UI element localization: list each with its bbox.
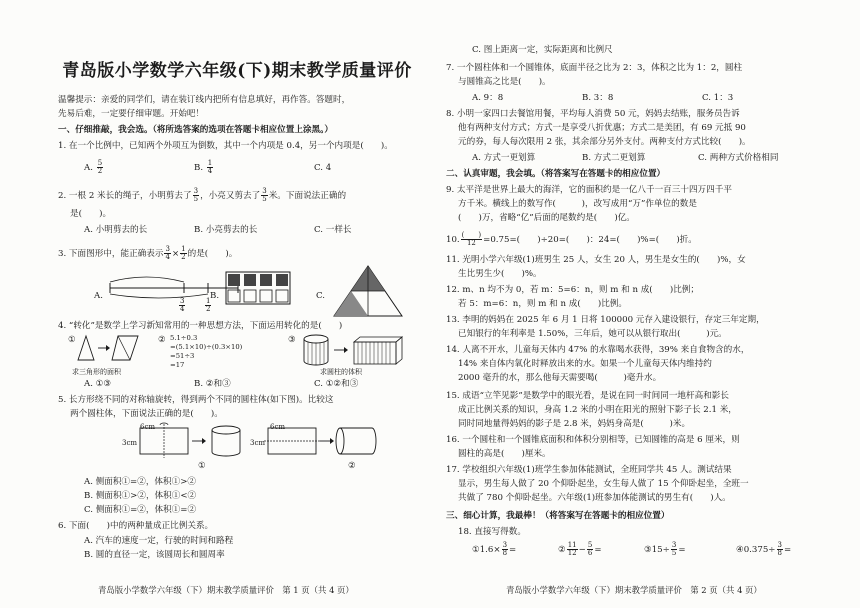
q2-num-2: 3 (262, 187, 267, 195)
q12-text-2: 若 5：m=6：n，则 m 和 n 成( )比例。 (458, 299, 627, 309)
q1-option-a (84, 160, 104, 175)
page-2-footer: 青岛版小学数学六年级（下）期末教学质量评价 第 2 页（共 4 页） (506, 585, 762, 595)
q2-den-2: 5 (262, 195, 267, 203)
q4-text: 4. “转化”是数学上学习新知常用的一种思想方法，下面运用转化的是( ) (58, 321, 343, 331)
q18-e3-den: 5 (671, 549, 677, 557)
q18-e2-b: = (594, 545, 602, 555)
page-2-content (446, 0, 830, 608)
q3-tick-3-4 (179, 298, 185, 313)
q2-option-a: A. 小明剪去的长 (84, 225, 148, 235)
q1-b-fraction (207, 160, 213, 175)
q8-text-2: 他有两种支付方式；方式一是享受八折优惠；方式二是美团，有 69 元抵 90 (458, 123, 746, 133)
q4-triangle-to-parallelogram-icon (76, 334, 140, 364)
q4-caption-3: 求圆柱的体积 (320, 368, 362, 376)
q15-text-3: 同时同地量得妈妈的影子是 2.8 米，妈妈身高是( )米。 (458, 419, 691, 429)
q4-option-b: B. ②和③ (194, 379, 231, 389)
q7-option-a: A. 9：8 (472, 93, 504, 103)
q9-text-2: 方千米。横线上的数写作( )，改写成用“万”作单位的数是 (458, 199, 697, 209)
q16-text-2: 圆柱的高是( )厘米。 (458, 449, 551, 459)
q14-text-2: 14% 来自体内氧化时释放出来的水。如果一个儿童每天体内维持约 (458, 359, 712, 369)
q4-circle-3: ③ (288, 335, 296, 345)
q4-option-a: A. ①③ (84, 379, 112, 389)
q18-e2-den-1: 12 (567, 549, 577, 557)
q2-den-1: 5 (193, 195, 199, 203)
q1-option-b (194, 160, 214, 175)
q3-text (58, 246, 237, 261)
q18-e1-fraction (502, 542, 508, 557)
q5-option-c: C. 侧面积①=②，体积①=② (84, 505, 197, 515)
q3-tick-den-2: 2 (206, 305, 211, 313)
q2-text-c: 米。下面说法正确的 (268, 191, 347, 201)
q1-a-fraction (97, 160, 103, 175)
q1-option-c: C. 4 (314, 163, 332, 173)
q17-text-3: 共做了 780 个仰卧起坐。六年级(1)班参加体能测试的男生有( )人。 (458, 493, 731, 503)
q10-num: ( ) (461, 231, 482, 239)
tip-line-1: 温馨提示：亲爱的同学们，请在装订线内把所有信息填好，再作答。答题时， (58, 95, 351, 105)
q5-text-2: 两个圆柱体，下面说法正确的是( )。 (70, 409, 223, 419)
q4-calc-2: =(5.1×10)÷(0.3×10) (170, 343, 243, 351)
q10-text-b: =0.75=( )÷20=( )：24=( )%=( )折。 (483, 235, 697, 245)
q18-e4-num: 3 (777, 541, 782, 549)
q4-option-c: C. ①②和③ (314, 379, 359, 389)
q2-option-c: C. 一样长 (314, 225, 352, 235)
page-1-content (58, 0, 416, 608)
q3-num-1: 3 (165, 245, 170, 253)
q3-times: × (171, 249, 180, 259)
q7-option-b: B. 3：8 (582, 93, 614, 103)
q16-text-1: 16. 一个圆柱和一个圆锥底面积和体积分别相等，已知圆锥的高是 6 厘米，则 (446, 435, 740, 445)
q18-expression-4 (736, 542, 791, 557)
q8-text-1: 8. 小明一家四口去餐馆用餐，平均每人消费 50 元，妈妈去结账，服务员告诉 (446, 109, 740, 119)
q18-e1-den: 8 (502, 549, 508, 557)
q2-text-a: 2. 一根 2 米长的绳子，小明剪去了 (58, 191, 192, 201)
q11-text-2: 生比男生少( )%。 (458, 269, 542, 279)
q18-e2-a: ② (558, 545, 566, 555)
q18-e1-a: ①1.6× (472, 545, 501, 555)
q18-e2-den-2: 6 (587, 549, 593, 557)
q10-den: 12 (466, 239, 476, 247)
q18-expression-2 (558, 542, 602, 557)
q2-fraction-1 (193, 188, 199, 203)
q3-tick-den-1: 4 (180, 305, 185, 313)
q1-b-label: B. (194, 163, 204, 173)
q14-text-3: 2000 毫升的水，那么他每天需要喝( )毫升水。 (458, 373, 662, 383)
q15-text-2: 成正比例关系的知识，身高 1.2 米的小明在阳光的照射下影子长 2.1 米， (458, 405, 737, 415)
q18-e3-num: 3 (671, 541, 677, 549)
q13-text-2: 已知银行的年利率是 1.50%，三年后，她可以从银行取出( )元。 (458, 329, 727, 339)
page-2 (430, 0, 860, 608)
q5-fig1-width-label: 6cm (140, 423, 156, 431)
q3-tick-num-2: 1 (206, 297, 211, 305)
q18-e1-b: = (509, 545, 517, 555)
q18-expression-3 (644, 542, 686, 557)
q12-text-1: 12. m、n 均不为 0，若 m：5=6：n，则 m 和 n 成( )比例； (446, 285, 699, 295)
q3-option-b-label: B. (210, 291, 220, 301)
q5-option-a: A. 侧面积①=②，体积①>② (84, 477, 197, 487)
q5-fig1-height-label: 3cm (122, 439, 138, 447)
q7-option-c: C. 1：3 (702, 93, 734, 103)
q2-text-d: 是( )。 (70, 209, 112, 219)
q3-text-b: 的是( )。 (187, 249, 238, 259)
q18-e4-den: 8 (777, 549, 782, 557)
q2-num-1: 3 (193, 187, 199, 195)
page-1-footer: 青岛版小学数学六年级（下）期末教学质量评价 第 1 页（共 4 页） (98, 585, 354, 595)
q1-a-num: 5 (97, 159, 103, 167)
q5-fig1-label: ① (198, 461, 206, 471)
q14-text-1: 14. 人离不开水，儿童每天体内 47% 的水靠喝水获得，39% 来自食物含的水， (446, 345, 750, 355)
q5-option-b: B. 侧面积①>②，体积①<② (84, 491, 197, 501)
q3-num-2: 1 (181, 245, 186, 253)
section-2-heading: 二、认真审题，我会填。（将答案写在答题卡的相应位置） (446, 169, 666, 179)
q9-text-3: ( )万，省略“亿”后面的尾数约是( )亿。 (458, 213, 635, 223)
q2-text (58, 188, 346, 203)
q17-text-2: 显示，男生每人做了 20 个仰卧起坐，女生每人做了 15 个仰卧起坐，全班一 (458, 479, 749, 489)
q18-e3-fraction (671, 542, 677, 557)
q4-circle-2: ② (158, 335, 166, 345)
q5-fig2-width-label: 6cm (270, 423, 286, 431)
q4-caption-1: 求三角形的面积 (72, 368, 121, 376)
q4-calc-1: 5.1÷0.3 (170, 334, 198, 342)
tip-line-2: 先易后难，一定要仔细审题。开始吧！ (58, 109, 205, 119)
q6-option-b: B. 圆的直径一定，该圆周长和圆周率 (84, 550, 225, 560)
q18-e2-num-1: 11 (567, 541, 577, 549)
q5-fig2-label: ② (348, 461, 356, 471)
q13-text-1: 13. 李明的妈妈在 2025 年 6 月 1 日将 100000 元存入建设银行，存定三年定期， (446, 315, 765, 325)
q2-text-b: ，小亮又剪去了 (200, 191, 261, 201)
q4-cylinder-to-cuboid-icon (302, 334, 406, 366)
q11-text-1: 11. 光明小学六年级(1)班男生 25 人，女生 20 人，男生是女生的( )%，女 (446, 255, 746, 265)
q4-circle-1: ① (68, 335, 76, 345)
q3-fraction-1 (164, 246, 170, 261)
q3-den-2: 2 (181, 253, 186, 261)
q8-text-3: 元的券，每人每次限用 2 张，其余部分另外支付。两种支付方式比较( )。 (458, 137, 751, 147)
q18-e3-a: ③15÷ (644, 545, 670, 555)
q3-option-c-label: C. (316, 291, 326, 301)
q18-expression-1 (472, 542, 516, 557)
q1-a-den: 2 (97, 167, 103, 175)
exam-title: 青岛版小学数学六年级(下)期末教学质量评价 (62, 61, 412, 81)
q8-option-b: B. 方式二更划算 (582, 153, 646, 163)
q3-fraction-2 (180, 246, 186, 261)
q4-calc-4: =17 (170, 361, 185, 369)
q6-option-a: A. 汽车的速度一定，行驶的时间和路程 (84, 536, 234, 546)
q18-e2-fraction-1 (567, 542, 578, 557)
q17-text-1: 17. 学校组织六年级(1)班学生参加体能测试，全班同学共 45 人。测试结果 (446, 465, 732, 475)
q18-e3-b: = (678, 545, 686, 555)
q6-text: 6. 下面( )中的两种量成正比例关系。 (58, 521, 214, 531)
q18-e4-a: ④0.375÷ (736, 545, 776, 555)
q5-rotation-figures (118, 422, 378, 466)
q3-tick-num-1: 3 (180, 297, 185, 305)
q2-fraction-2 (261, 188, 267, 203)
q10-fraction (461, 232, 482, 247)
q7-text-1: 7. 一个圆柱体和一个圆锥体，底面半径之比为 2：3，体积之比为 1：2，圆柱 (446, 63, 743, 73)
q1-b-den: 4 (207, 167, 213, 175)
q1-text: 1. 在一个比例中，已知两个外项互为倒数，其中一个内项是 0.4，另一个内项是( )。 (58, 141, 393, 151)
q3-figure-b-grid (224, 270, 294, 310)
q1-b-num: 1 (207, 159, 213, 167)
q18-e2-op: − (578, 545, 586, 555)
q3-figure-c-triangle (330, 264, 406, 320)
q18-e1-num: 3 (502, 541, 508, 549)
q18-e4-b: = (783, 545, 792, 555)
q10-number: 10. (446, 235, 460, 245)
q2-option-b: B. 小亮剪去的长 (194, 225, 258, 235)
section-3-heading: 三、细心计算，我最棒！（将答案写在答题卡的相应位置） (446, 511, 670, 521)
q5-fig2-height-label: 3cm (250, 439, 266, 447)
q18-e2-fraction-2 (587, 542, 593, 557)
q1-a-label: A. (84, 163, 93, 173)
q8-option-c: C. 两种方式价格相同 (698, 153, 779, 163)
q10-text (446, 232, 697, 247)
q18-heading: 18. 直接写得数。 (458, 527, 526, 537)
q9-text-1: 9. 太平洋是世界上最大的海洋，它的面积约是一亿八千一百三十四万四千平 (446, 185, 732, 195)
q7-text-2: 与圆锥高之比是( )。 (458, 77, 551, 87)
section-1-heading: 一、仔细推敲，我会选。（将所选答案的选项在答题卡相应位置上涂黑。） (58, 125, 333, 135)
q3-text-a: 3. 下面图形中，能正确表示 (58, 249, 164, 259)
q4-calc-3: =51÷3 (170, 352, 195, 360)
q15-text-1: 15. 成语“立竿见影”是数学中的眼光看，是说在同一时间同一地杆高和影长 (446, 391, 729, 401)
q6-option-c: C. 图上距离一定，实际距离和比例尺 (472, 45, 613, 55)
q3-den-1: 4 (165, 253, 170, 261)
q5-text-1: 5. 长方形绕不同的对称轴旋转，得到两个不同的圆柱体(如下图)。比较这 (58, 395, 334, 405)
q8-option-a: A. 方式一更划算 (472, 153, 536, 163)
q18-e2-num-2: 5 (587, 541, 593, 549)
q18-e4-fraction (777, 542, 783, 557)
q3-option-a-label: A. (94, 291, 103, 301)
